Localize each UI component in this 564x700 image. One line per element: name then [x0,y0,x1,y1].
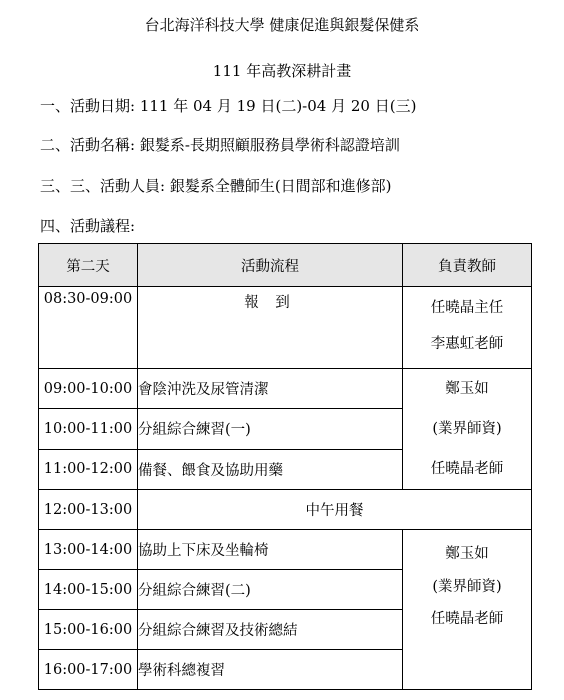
activity-cell: 報 到 [138,287,403,369]
activity-agenda-label: 四、活動議程: [40,217,136,235]
table-row [39,287,532,369]
activity-cell: 會陰沖洗及尿管清潔 [138,369,403,409]
table-row [39,490,532,530]
activity-name: 二、活動名稱: 銀髮系-長期照顧服務員學術科認證培訓 [40,136,400,154]
header-day: 第二天 [39,244,138,287]
teacher-name: 李惠虹老師 [430,336,504,352]
time-cell: 13:00-14:00 [39,530,138,570]
header-activity: 活動流程 [138,244,403,287]
activity-date: 一、活動日期: 111 年 04 月 19 日(二)-04 月 20 日(三) [40,97,417,115]
teacher-cell [403,530,532,690]
teacher-name: 鄭玉如 [445,546,489,562]
teacher-name: 任曉晶老師 [430,611,504,627]
time-cell: 08:30-09:00 [39,287,138,369]
time-cell: 09:00-10:00 [39,369,138,409]
teacher-cell [403,369,532,490]
activity-cell: 協助上下床及坐輪椅 [138,530,403,570]
time-cell: 14:00-15:00 [39,570,138,610]
teacher-affiliation: (業界師資) [432,421,502,437]
time-cell: 12:00-13:00 [39,490,138,530]
agenda-table [38,243,532,690]
teacher-name: 鄭玉如 [445,381,489,397]
header-teacher: 負責教師 [403,244,532,287]
teacher-name: 任曉晶主任 [430,300,504,316]
time-cell: 15:00-16:00 [39,610,138,650]
time-cell: 11:00-12:00 [39,449,138,489]
table-row [39,530,532,570]
teacher-cell [403,287,532,369]
activity-cell: 備餐、餵食及協助用藥 [138,449,403,489]
header-program: 111 年高教深耕計畫 [212,62,352,80]
activity-cell: 分組綜合練習及技術總結 [138,610,403,650]
activity-cell-lunch: 中午用餐 [138,490,532,530]
table-row [39,369,532,409]
time-cell: 10:00-11:00 [39,409,138,449]
activity-cell: 學術科總複習 [138,650,403,690]
activity-people: 三、三、活動人員: 銀髮系全體師生(日間部和進修部) [40,177,392,195]
table-header-row [39,244,532,287]
time-cell: 16:00-17:00 [39,650,138,690]
activity-cell: 分組綜合練習(二) [138,570,403,610]
header-school-dept: 台北海洋科技大學 健康促進與銀髮保健系 [144,16,420,34]
activity-cell: 分組綜合練習(一) [138,409,403,449]
teacher-affiliation: (業界師資) [432,579,502,595]
teacher-name: 任曉晶老師 [430,461,504,477]
